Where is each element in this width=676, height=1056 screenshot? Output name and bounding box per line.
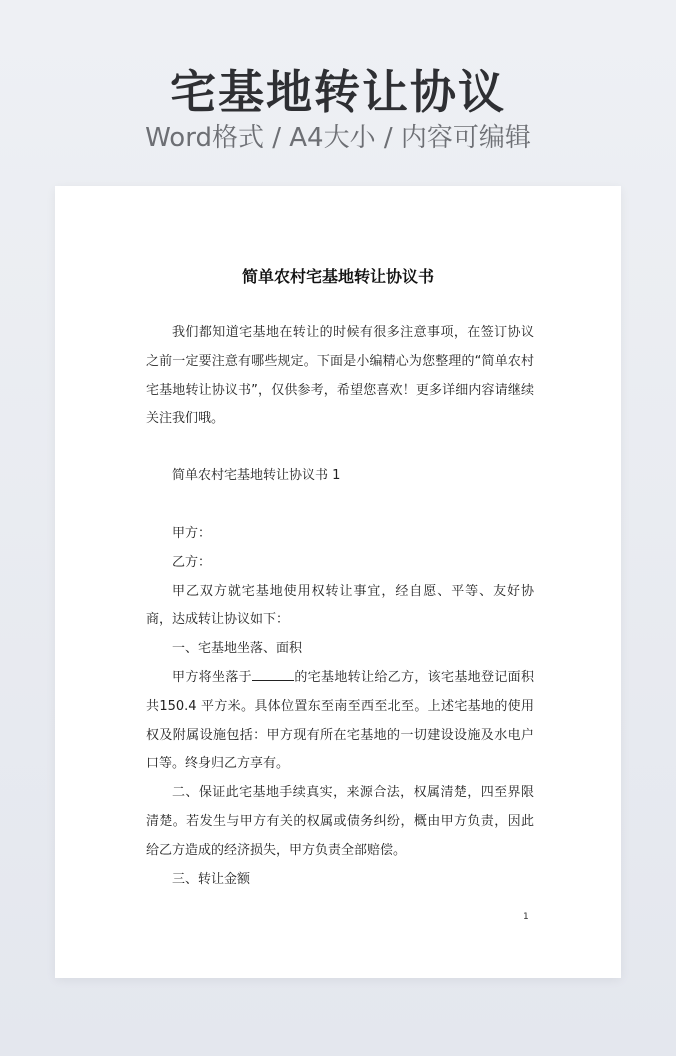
clause1-text-part2: 的宅基地转让给乙方，该宅基地登记面积共150.4 平方米。具体位置东至南至西至北至。上述宅基地的使用权及附属设施包括：甲方现有所在宅基地的一切建设设施及水电户口等。终身归乙方享有。 <box>146 669 534 772</box>
intro-paragraph: 我们都知道宅基地在转让的时候有很多注意事项，在签订协议之前一定要注意有哪些规定。下面是小编精心为您整理的“简单农村宅基地转让协议书”，仅供参考，希望您喜欢！更多详细内容请继续关注我们哦。 <box>146 325 534 427</box>
document-title: 简单农村宅基地转让协议书 <box>241 267 434 286</box>
agreement-intro: 甲乙双方就宅基地使用权转让事宜，经自愿、平等、友好协商，达成转让协议如下： <box>146 583 534 628</box>
section-heading: 简单农村宅基地转让协议书 1 <box>172 468 341 483</box>
main-title: 宅基地转让协议 <box>170 65 506 119</box>
party-b: 乙方： <box>172 554 212 570</box>
clause1-heading: 一、宅基地坐落、面积 <box>172 641 303 657</box>
subtitle: Word格式 / A4大小 / 内容可编辑 <box>145 123 531 153</box>
agreement-body <box>146 520 534 894</box>
location-blank <box>252 668 294 681</box>
clause2-paragraph: 二、保证此宅基地手续真实，来源合法，权属清楚，四至界限清楚。若发生与甲方有关的权属或债务纠纷，概由甲方负责，因此给乙方造成的经济损失，甲方负责全部赔偿。 <box>146 785 534 858</box>
clause1-paragraph <box>146 664 534 779</box>
clause3-heading: 三、转让金额 <box>172 871 251 887</box>
document-page <box>55 186 621 978</box>
party-a: 甲方： <box>172 526 212 541</box>
clause1-text-part1: 甲方将坐落于 <box>172 669 252 685</box>
section-block <box>146 462 534 491</box>
page-number: 1 <box>523 912 529 922</box>
intro-block <box>146 319 534 434</box>
